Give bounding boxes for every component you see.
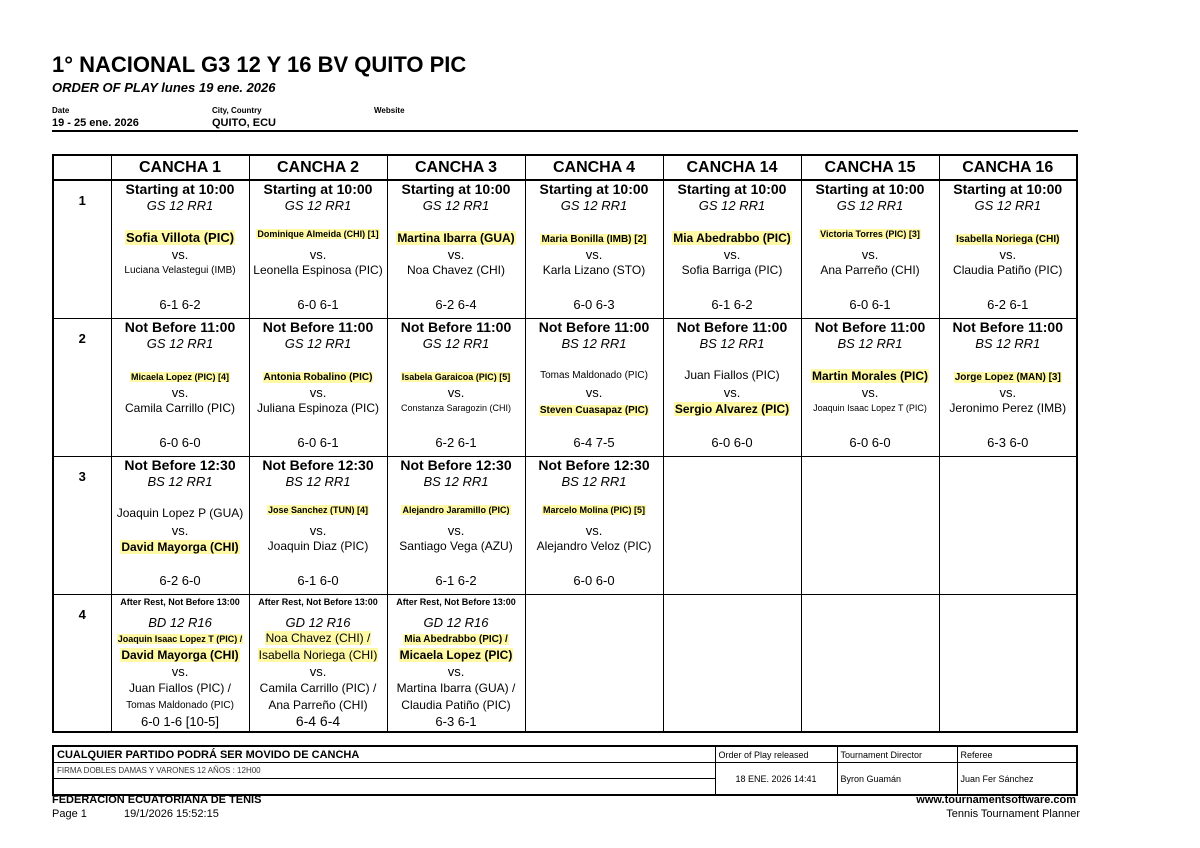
round-row-3 bbox=[53, 457, 1077, 595]
versus-label: vs. bbox=[585, 385, 603, 400]
court-header: CANCHA 15 bbox=[801, 155, 939, 180]
versus-label: vs. bbox=[171, 664, 189, 679]
match-time: Not Before 11:00 bbox=[676, 320, 788, 335]
player-winner: Victoria Torres (PIC) [3] bbox=[820, 229, 920, 239]
team-opponent-player-1: Juan Fiallos (PIC) / bbox=[128, 681, 232, 695]
footer-info-table bbox=[52, 745, 1078, 796]
player-winner: Dominique Almeida (CHI) [1] bbox=[257, 229, 379, 239]
player-winner: Sofia Villota (PIC) bbox=[125, 230, 235, 245]
player-winner: Micaela Lopez (PIC) [4] bbox=[130, 372, 229, 382]
versus-label: vs. bbox=[447, 523, 465, 538]
empty-slot bbox=[525, 595, 663, 733]
match-score: 6-2 6-4 bbox=[435, 297, 477, 312]
blank-note-line bbox=[53, 779, 715, 796]
match-event: GS 12 RR1 bbox=[836, 198, 904, 213]
match-time: After Rest, Not Before 13:00 bbox=[258, 597, 378, 607]
match-score: 6-0 6-1 bbox=[297, 297, 339, 312]
versus-label: vs. bbox=[447, 247, 465, 262]
match-cell[interactable] bbox=[939, 180, 1077, 319]
player-winner: David Mayorga (CHI) bbox=[121, 540, 239, 554]
match-time: Not Before 12:30 bbox=[538, 458, 650, 473]
match-score: 6-1 6-2 bbox=[159, 297, 201, 312]
match-cell[interactable] bbox=[249, 319, 387, 457]
header-divider bbox=[52, 130, 1078, 132]
match-score: 6-0 6-0 bbox=[711, 435, 753, 450]
player-opponent: Jeronimo Perez (IMB) bbox=[949, 401, 1067, 415]
player-winner: Mia Abedrabbo (PIC) bbox=[673, 231, 791, 245]
match-event: BS 12 RR1 bbox=[837, 336, 903, 351]
match-event: GS 12 RR1 bbox=[284, 336, 352, 351]
print-timestamp: 19/1/2026 15:52:15 bbox=[124, 808, 219, 820]
match-score: 6-1 6-0 bbox=[297, 573, 339, 588]
match-cell[interactable] bbox=[663, 180, 801, 319]
court-header: CANCHA 4 bbox=[525, 155, 663, 180]
match-score: 6-0 6-0 bbox=[849, 435, 891, 450]
released-label: Order of Play released bbox=[715, 746, 837, 763]
versus-label: vs. bbox=[309, 523, 327, 538]
match-score: 6-0 6-0 bbox=[159, 435, 201, 450]
match-event: GS 12 RR1 bbox=[560, 198, 628, 213]
team-winner-player-1: Mia Abedrabbo (PIC) / bbox=[404, 634, 508, 645]
match-score: 6-2 6-1 bbox=[435, 435, 477, 450]
signing-note: FIRMA DOBLES DAMAS Y VARONES 12 AÑOS : 12H00 bbox=[53, 763, 715, 779]
player-opponent: Tomas Maldonado (PIC) bbox=[540, 370, 648, 381]
team-opponent-player-1: Martina Ibarra (GUA) / bbox=[396, 681, 516, 695]
versus-label: vs. bbox=[309, 247, 327, 262]
round-row-4 bbox=[53, 595, 1077, 733]
player-winner: Isabella Noriega (CHI) bbox=[956, 234, 1060, 245]
match-event: BS 12 RR1 bbox=[147, 474, 213, 489]
date-label: Date bbox=[52, 106, 70, 115]
versus-label: vs. bbox=[309, 664, 327, 679]
match-event: GS 12 RR1 bbox=[284, 198, 352, 213]
empty-slot bbox=[939, 457, 1077, 595]
match-event: BS 12 RR1 bbox=[975, 336, 1041, 351]
website-link[interactable]: www.tournamentsoftware.com bbox=[916, 794, 1076, 806]
match-time: Not Before 12:30 bbox=[400, 458, 512, 473]
team-winner-player-1: Joaquin Isaac Lopez T (PIC) / bbox=[117, 634, 243, 644]
match-score: 6-3 6-1 bbox=[435, 714, 477, 729]
website-label: Website bbox=[374, 106, 405, 115]
versus-label: vs. bbox=[999, 385, 1017, 400]
player-opponent: Camila Carrillo (PIC) bbox=[124, 401, 235, 415]
match-event: BS 12 RR1 bbox=[561, 474, 627, 489]
match-score: 6-4 6-4 bbox=[295, 714, 341, 729]
match-score: 6-0 6-1 bbox=[297, 435, 339, 450]
versus-label: vs. bbox=[999, 247, 1017, 262]
team-winner-player-2: Isabella Noriega (CHI) bbox=[258, 648, 378, 662]
match-score: 6-0 6-1 bbox=[849, 297, 891, 312]
empty-slot bbox=[801, 457, 939, 595]
match-time: Starting at 10:00 bbox=[677, 182, 787, 197]
player-winner: Alejandro Jaramillo (PIC) bbox=[402, 505, 510, 515]
corner-cell bbox=[53, 155, 111, 180]
order-of-play-grid bbox=[52, 154, 1078, 733]
team-winner-player-1: Noa Chavez (CHI) / bbox=[265, 631, 371, 645]
match-cell[interactable] bbox=[387, 180, 525, 319]
empty-slot bbox=[663, 595, 801, 733]
versus-label: vs. bbox=[171, 523, 189, 538]
match-event: GS 12 RR1 bbox=[974, 198, 1041, 213]
match-cell[interactable] bbox=[939, 319, 1077, 457]
match-event: GS 12 RR1 bbox=[422, 198, 490, 213]
match-score: 6-0 1-6 [10-5] bbox=[140, 714, 220, 729]
player-winner: Jorge Lopez (MAN) [3] bbox=[954, 372, 1061, 383]
match-cell[interactable] bbox=[387, 457, 525, 595]
page-number: Page 1 bbox=[52, 808, 87, 820]
court-header: CANCHA 2 bbox=[249, 155, 387, 180]
director-value: Byron Guamán bbox=[837, 763, 957, 796]
player-opponent: Luciana Velastegui (IMB) bbox=[124, 265, 236, 276]
player-opponent: Sofia Barriga (PIC) bbox=[681, 263, 783, 277]
match-cell[interactable] bbox=[663, 319, 801, 457]
match-event: GD 12 R16 bbox=[423, 615, 489, 630]
player-opponent: Santiago Vega (AZU) bbox=[399, 539, 513, 553]
match-time: Starting at 10:00 bbox=[125, 182, 235, 197]
match-score: 6-4 7-5 bbox=[573, 435, 615, 450]
player-opponent: Juliana Espinoza (PIC) bbox=[256, 401, 380, 415]
player-opponent: Leonella Espinosa (PIC) bbox=[253, 263, 383, 277]
match-event: BD 12 R16 bbox=[148, 615, 212, 630]
match-time: Not Before 12:30 bbox=[124, 458, 236, 473]
versus-label: vs. bbox=[723, 247, 741, 262]
empty-slot bbox=[939, 595, 1077, 733]
match-time: After Rest, Not Before 13:00 bbox=[396, 597, 516, 607]
match-time: Not Before 11:00 bbox=[262, 320, 374, 335]
tournament-title: 1° NACIONAL G3 12 Y 16 BV QUITO PIC bbox=[52, 52, 467, 77]
match-cell[interactable] bbox=[111, 180, 249, 319]
order-of-play-subtitle: ORDER OF PLAY lunes 19 ene. 2026 bbox=[52, 80, 276, 95]
versus-label: vs. bbox=[585, 523, 603, 538]
match-cell[interactable] bbox=[111, 319, 249, 457]
match-cell[interactable] bbox=[801, 180, 939, 319]
software-name: Tennis Tournament Planner bbox=[946, 808, 1080, 820]
match-time: Starting at 10:00 bbox=[815, 182, 925, 197]
match-cell[interactable] bbox=[525, 180, 663, 319]
match-cell[interactable] bbox=[249, 180, 387, 319]
player-winner: Sergio Alvarez (PIC) bbox=[674, 402, 790, 416]
match-event: BS 12 RR1 bbox=[285, 474, 351, 489]
player-opponent: Joaquin Isaac Lopez T (PIC) bbox=[813, 403, 927, 413]
match-event: BS 12 RR1 bbox=[699, 336, 765, 351]
court-change-notice: CUALQUIER PARTIDO PODRÁ SER MOVIDO DE CANCHA bbox=[53, 746, 715, 763]
player-winner: Isabela Garaicoa (PIC) [5] bbox=[401, 372, 511, 382]
match-event: GD 12 R16 bbox=[285, 615, 351, 630]
round-row-1 bbox=[53, 180, 1077, 319]
match-time: Not Before 11:00 bbox=[124, 320, 236, 335]
match-score: 6-0 6-3 bbox=[573, 297, 615, 312]
match-time: Starting at 10:00 bbox=[263, 182, 373, 197]
player-winner: Martin Morales (PIC) bbox=[811, 369, 928, 383]
match-time: Not Before 11:00 bbox=[538, 320, 650, 335]
player-winner: Marcelo Molina (PIC) [5] bbox=[542, 505, 645, 515]
match-time: Not Before 11:00 bbox=[400, 320, 512, 335]
player-opponent: Joaquin Lopez P (GUA) bbox=[116, 506, 244, 520]
player-opponent: Ana Parreño (CHI) bbox=[820, 263, 920, 277]
versus-label: vs. bbox=[585, 247, 603, 262]
versus-label: vs. bbox=[171, 247, 189, 262]
round-number: 2 bbox=[53, 319, 111, 457]
player-opponent: Karla Lizano (STO) bbox=[542, 263, 646, 277]
match-cell[interactable] bbox=[111, 595, 249, 733]
city-value: QUITO, ECU bbox=[212, 117, 276, 129]
match-time: After Rest, Not Before 13:00 bbox=[120, 597, 240, 607]
versus-label: vs. bbox=[171, 385, 189, 400]
match-cell[interactable] bbox=[387, 595, 525, 733]
match-event: GS 12 RR1 bbox=[146, 336, 214, 351]
match-cell[interactable] bbox=[249, 595, 387, 733]
court-header: CANCHA 14 bbox=[663, 155, 801, 180]
match-cell[interactable] bbox=[111, 457, 249, 595]
team-opponent-player-2: Ana Parreño (CHI) bbox=[268, 698, 368, 712]
match-score: 6-1 6-2 bbox=[711, 297, 753, 312]
match-event: BS 12 RR1 bbox=[561, 336, 627, 351]
match-cell[interactable] bbox=[525, 319, 663, 457]
match-cell[interactable] bbox=[387, 319, 525, 457]
team-opponent-player-2: Claudia Patiño (PIC) bbox=[401, 698, 511, 712]
player-opponent: Claudia Patiño (PIC) bbox=[953, 263, 1063, 277]
player-winner: Maria Bonilla (IMB) [2] bbox=[541, 234, 647, 245]
player-opponent: Constanza Saragozin (CHI) bbox=[400, 403, 512, 413]
released-value: 18 ENE. 2026 14:41 bbox=[715, 763, 837, 796]
round-row-2 bbox=[53, 319, 1077, 457]
date-value: 19 - 25 ene. 2026 bbox=[52, 117, 139, 129]
court-header: CANCHA 1 bbox=[111, 155, 249, 180]
player-opponent: Joaquin Diaz (PIC) bbox=[267, 539, 369, 553]
court-header: CANCHA 3 bbox=[387, 155, 525, 180]
match-time: Starting at 10:00 bbox=[953, 182, 1063, 197]
match-event: GS 12 RR1 bbox=[146, 198, 214, 213]
court-header: CANCHA 16 bbox=[939, 155, 1077, 180]
versus-label: vs. bbox=[447, 664, 465, 679]
player-winner: Jose Sanchez (TUN) [4] bbox=[267, 505, 369, 515]
match-score: 6-2 6-1 bbox=[987, 297, 1029, 312]
versus-label: vs. bbox=[861, 247, 879, 262]
match-score: 6-1 6-2 bbox=[435, 573, 477, 588]
match-event: GS 12 RR1 bbox=[422, 336, 490, 351]
player-winner: Antonia Robalino (PIC) bbox=[263, 372, 373, 383]
player-winner: Martina Ibarra (GUA) bbox=[397, 231, 515, 245]
round-number: 1 bbox=[53, 180, 111, 319]
team-opponent-player-1: Camila Carrillo (PIC) / bbox=[259, 681, 377, 695]
match-time: Starting at 10:00 bbox=[401, 182, 511, 197]
empty-slot bbox=[663, 457, 801, 595]
player-opponent: Juan Fiallos (PIC) bbox=[684, 368, 780, 382]
court-header-row bbox=[53, 155, 1077, 180]
round-number: 4 bbox=[53, 595, 111, 733]
player-opponent: Alejandro Veloz (PIC) bbox=[536, 539, 652, 553]
director-label: Tournament Director bbox=[837, 746, 957, 763]
versus-label: vs. bbox=[447, 385, 465, 400]
match-cell[interactable] bbox=[249, 457, 387, 595]
versus-label: vs. bbox=[309, 385, 327, 400]
match-cell[interactable] bbox=[801, 319, 939, 457]
match-time: Not Before 11:00 bbox=[952, 320, 1063, 335]
match-score: 6-3 6-0 bbox=[987, 435, 1029, 450]
city-label: City, Country bbox=[212, 106, 262, 115]
federation-name: FEDERACION ECUATORIANA DE TENIS bbox=[52, 794, 262, 806]
match-score: 6-0 6-0 bbox=[573, 573, 615, 588]
match-time: Not Before 12:30 bbox=[262, 458, 374, 473]
match-event: BS 12 RR1 bbox=[423, 474, 489, 489]
match-time: Not Before 11:00 bbox=[814, 320, 926, 335]
team-opponent-player-2: Tomas Maldonado (PIC) bbox=[126, 700, 234, 711]
empty-slot bbox=[801, 595, 939, 733]
referee-label: Referee bbox=[957, 746, 1077, 763]
referee-value: Juan Fer Sánchez bbox=[957, 763, 1077, 796]
team-winner-player-2: David Mayorga (CHI) bbox=[121, 648, 239, 662]
match-score: 6-2 6-0 bbox=[159, 573, 201, 588]
team-winner-player-2: Micaela Lopez (PIC) bbox=[399, 648, 513, 662]
versus-label: vs. bbox=[723, 385, 741, 400]
player-winner: Steven Cuasapaz (PIC) bbox=[539, 405, 649, 416]
match-time: Starting at 10:00 bbox=[539, 182, 649, 197]
match-cell[interactable] bbox=[525, 457, 663, 595]
match-event: GS 12 RR1 bbox=[698, 198, 766, 213]
player-opponent: Noa Chavez (CHI) bbox=[406, 263, 506, 277]
round-number: 3 bbox=[53, 457, 111, 595]
versus-label: vs. bbox=[861, 385, 879, 400]
